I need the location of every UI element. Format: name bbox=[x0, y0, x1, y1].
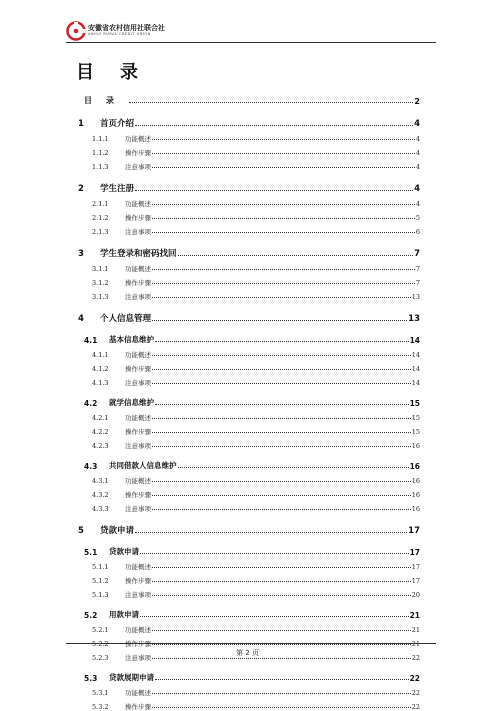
toc-entry-number: 5.2.1 bbox=[92, 626, 109, 634]
toc-entry-number: 5.2 bbox=[84, 611, 98, 620]
toc-entry[interactable] bbox=[78, 359, 420, 373]
toc-entry-number: 4.2.2 bbox=[92, 428, 109, 436]
toc-entry-page: 4 bbox=[415, 149, 420, 157]
toc-entry-page: 14 bbox=[411, 379, 420, 387]
toc-entry-page: 16 bbox=[411, 505, 420, 513]
toc-entry-label: 操作步骤 bbox=[125, 640, 151, 648]
toc-entry[interactable] bbox=[78, 109, 420, 129]
toc-entry-label: 用款申请 bbox=[109, 610, 139, 619]
org-name-en: ANHUI RURAL CREDIT UNION bbox=[88, 32, 151, 36]
toc-entry-page: 17 bbox=[409, 548, 420, 557]
toc-entry[interactable] bbox=[78, 471, 420, 485]
toc-entry-number: 5 bbox=[78, 526, 84, 536]
toc-entry-number: 5.1.3 bbox=[92, 591, 109, 599]
toc-entry-label: 功能概述 bbox=[125, 200, 151, 208]
toc-leader-dots bbox=[178, 255, 414, 256]
toc-leader-dots bbox=[152, 232, 415, 233]
toc-entry-number: 4.1 bbox=[84, 336, 98, 345]
toc-entry-number: 3.1.3 bbox=[92, 293, 109, 301]
toc-leader-dots bbox=[140, 553, 409, 554]
toc-leader-dots bbox=[152, 204, 415, 205]
toc-entry-label: 操作步骤 bbox=[125, 428, 151, 436]
toc-entry-label: 操作步骤 bbox=[125, 703, 151, 711]
toc-entry-label: 操作步骤 bbox=[125, 214, 151, 222]
toc-entry[interactable] bbox=[78, 499, 420, 513]
toc-entry-label: 注意事项 bbox=[125, 505, 151, 513]
toc-entry-label: 功能概述 bbox=[125, 626, 151, 634]
toc-entry-label: 功能概述 bbox=[125, 477, 151, 485]
toc-entry-label: 功能概述 bbox=[125, 563, 151, 571]
toc-entry-label: 操作步骤 bbox=[125, 365, 151, 373]
toc-entry-page: 5 bbox=[415, 214, 420, 222]
toc-entry[interactable] bbox=[78, 516, 420, 536]
toc-entry-page: 4 bbox=[415, 163, 420, 171]
toc-entry[interactable] bbox=[78, 539, 420, 557]
toc-leader-dots bbox=[152, 567, 411, 568]
toc-entry-number: 4.2.1 bbox=[92, 414, 109, 422]
toc-entry[interactable] bbox=[78, 585, 420, 599]
toc-entry[interactable] bbox=[78, 436, 420, 450]
toc-entry[interactable] bbox=[78, 327, 420, 345]
toc-entry[interactable] bbox=[78, 620, 420, 634]
toc-entry-label: 注意事项 bbox=[125, 228, 151, 236]
toc-leader-dots bbox=[152, 658, 411, 659]
toc-entry[interactable] bbox=[78, 304, 420, 324]
toc-entry[interactable] bbox=[78, 602, 420, 620]
toc-entry[interactable] bbox=[78, 208, 420, 222]
toc-entry-number: 5.1 bbox=[84, 548, 98, 557]
toc-entry[interactable] bbox=[78, 345, 420, 359]
toc-entry-label: 共同借款人信息维护 bbox=[109, 461, 177, 470]
toc-entry-page: 21 bbox=[411, 626, 420, 634]
toc-entry-number: 5.2.2 bbox=[92, 640, 109, 648]
toc-entry-number: 5.3.2 bbox=[92, 703, 109, 711]
table-of-contents bbox=[78, 89, 420, 711]
toc-entry-number: 4.1.2 bbox=[92, 365, 109, 373]
toc-entry-page: 17 bbox=[408, 526, 420, 536]
toc-entry-label: 贷款申请 bbox=[109, 547, 139, 556]
toc-entry-page: 14 bbox=[411, 351, 420, 359]
toc-entry-number: 2 bbox=[78, 184, 84, 194]
toc-entry-page: 4 bbox=[415, 135, 420, 143]
toc-leader-dots bbox=[152, 581, 411, 582]
toc-leader-dots bbox=[152, 369, 411, 370]
toc-leader-dots bbox=[152, 139, 415, 140]
toc-leader-dots bbox=[135, 125, 413, 126]
toc-entry-page: 22 bbox=[411, 654, 420, 662]
toc-leader-dots bbox=[152, 153, 415, 154]
toc-entry[interactable] bbox=[78, 408, 420, 422]
toc-entry-page: 16 bbox=[409, 462, 420, 471]
toc-entry-label: 个人信息管理 bbox=[100, 314, 152, 324]
toc-entry[interactable] bbox=[78, 129, 420, 143]
toc-entry-label: 注意事项 bbox=[125, 591, 151, 599]
toc-entry-page: 7 bbox=[415, 265, 420, 273]
toc-leader-dots bbox=[135, 190, 413, 191]
toc-entry-label: 学生登录和密码找回 bbox=[100, 249, 177, 259]
toc-leader-dots bbox=[152, 509, 411, 510]
toc-entry[interactable] bbox=[78, 665, 420, 683]
toc-entry[interactable] bbox=[78, 157, 420, 171]
toc-entry-number: 5.2.3 bbox=[92, 654, 109, 662]
toc-entry-page: 2 bbox=[414, 97, 420, 106]
toc-leader-dots bbox=[152, 383, 411, 384]
toc-entry-page: 22 bbox=[411, 703, 420, 711]
toc-entry-label: 功能概述 bbox=[125, 414, 151, 422]
toc-entry[interactable] bbox=[78, 287, 420, 301]
toc-entry[interactable] bbox=[78, 557, 420, 571]
toc-entry[interactable] bbox=[78, 89, 420, 106]
toc-entry-page: 4 bbox=[414, 119, 420, 129]
toc-entry-label: 操作步骤 bbox=[125, 149, 151, 157]
toc-entry-label: 操作步骤 bbox=[125, 577, 151, 585]
toc-entry-label: 功能概述 bbox=[125, 135, 151, 143]
toc-leader-dots bbox=[152, 446, 411, 447]
toc-entry-label: 首页介绍 bbox=[100, 119, 135, 129]
toc-entry-page: 14 bbox=[409, 336, 420, 345]
toc-entry[interactable] bbox=[78, 239, 420, 259]
toc-entry-number: 5.1.2 bbox=[92, 577, 109, 585]
toc-entry[interactable] bbox=[78, 222, 420, 236]
toc-entry-number: 4.1.3 bbox=[92, 379, 109, 387]
toc-entry-label: 操作步骤 bbox=[125, 279, 151, 287]
toc-entry-number: 5.3 bbox=[84, 674, 98, 683]
footer-divider bbox=[66, 643, 436, 644]
toc-entry-number: 2.1.1 bbox=[92, 200, 109, 208]
toc-entry[interactable] bbox=[78, 143, 420, 157]
toc-leader-dots bbox=[155, 341, 409, 342]
toc-entry-label: 注意事项 bbox=[125, 442, 151, 450]
toc-leader-dots bbox=[152, 320, 407, 321]
toc-entry-page: 16 bbox=[411, 477, 420, 485]
toc-entry-label: 注意事项 bbox=[125, 379, 151, 387]
toc-entry-label: 功能概述 bbox=[125, 351, 151, 359]
toc-entry[interactable] bbox=[78, 373, 420, 387]
toc-entry-number: 4.1.1 bbox=[92, 351, 109, 359]
toc-entry[interactable] bbox=[78, 453, 420, 471]
toc-entry-number: 4 bbox=[78, 314, 84, 324]
toc-entry-number: 1.1.2 bbox=[92, 149, 109, 157]
toc-entry-label: 功能概述 bbox=[125, 689, 151, 697]
toc-entry-page: 22 bbox=[411, 689, 420, 697]
toc-entry[interactable] bbox=[78, 697, 420, 711]
toc-entry-page: 7 bbox=[414, 249, 420, 259]
toc-entry-label: 注意事项 bbox=[125, 293, 151, 301]
toc-leader-dots bbox=[129, 102, 413, 103]
toc-entry-number: 2.1.2 bbox=[92, 214, 109, 222]
toc-entry-page: 15 bbox=[411, 414, 420, 422]
toc-entry-page: 21 bbox=[409, 611, 420, 620]
toc-entry-page: 7 bbox=[415, 279, 420, 287]
toc-entry-number: 1 bbox=[78, 119, 84, 129]
toc-entry-page: 17 bbox=[411, 577, 420, 585]
bank-logo-icon bbox=[66, 21, 86, 41]
toc-entry-number: 4.2.3 bbox=[92, 442, 109, 450]
toc-entry-label: 注意事项 bbox=[125, 163, 151, 171]
toc-entry-page: 13 bbox=[411, 293, 420, 301]
toc-leader-dots bbox=[152, 481, 411, 482]
toc-entry-label: 贷款申请 bbox=[100, 526, 135, 536]
toc-entry-number: 3 bbox=[78, 249, 84, 259]
toc-leader-dots bbox=[152, 297, 411, 298]
toc-leader-dots bbox=[152, 167, 415, 168]
toc-leader-dots bbox=[152, 355, 411, 356]
toc-entry-number: 4.3 bbox=[84, 462, 98, 471]
toc-entry-page: 17 bbox=[411, 563, 420, 571]
toc-entry-label: 目录 bbox=[84, 96, 128, 105]
toc-entry-number: 5.1.1 bbox=[92, 563, 109, 571]
toc-entry[interactable] bbox=[78, 634, 420, 648]
page-header bbox=[66, 21, 436, 41]
toc-entry-number: 4.3.2 bbox=[92, 491, 109, 499]
toc-entry-page: 15 bbox=[409, 399, 420, 408]
toc-entry-number: 4.2 bbox=[84, 399, 98, 408]
toc-entry-number: 4.3.3 bbox=[92, 505, 109, 513]
toc-leader-dots bbox=[178, 467, 409, 468]
toc-leader-dots bbox=[135, 532, 407, 533]
toc-entry-number: 3.1.2 bbox=[92, 279, 109, 287]
toc-leader-dots bbox=[155, 404, 409, 405]
toc-entry[interactable] bbox=[78, 259, 420, 273]
toc-leader-dots bbox=[152, 495, 411, 496]
toc-leader-dots bbox=[152, 595, 411, 596]
toc-leader-dots bbox=[152, 693, 411, 694]
toc-leader-dots bbox=[152, 644, 411, 645]
toc-leader-dots bbox=[152, 432, 411, 433]
toc-entry[interactable] bbox=[78, 571, 420, 585]
toc-entry-number: 2.1.3 bbox=[92, 228, 109, 236]
toc-entry-label: 操作步骤 bbox=[125, 491, 151, 499]
toc-entry[interactable] bbox=[78, 683, 420, 697]
toc-entry-number: 4.3.1 bbox=[92, 477, 109, 485]
toc-entry-number: 1.1.3 bbox=[92, 163, 109, 171]
toc-entry-page: 20 bbox=[411, 591, 420, 599]
toc-leader-dots bbox=[152, 707, 411, 708]
toc-entry-label: 基本信息维护 bbox=[109, 335, 154, 344]
page-number: 第 2 页 bbox=[236, 649, 259, 657]
toc-entry-number: 1.1.1 bbox=[92, 135, 109, 143]
org-name-cn: 安徽省农村信用社联合社 bbox=[88, 24, 165, 32]
toc-leader-dots bbox=[152, 630, 411, 631]
toc-entry-label: 注意事项 bbox=[125, 654, 151, 662]
toc-leader-dots bbox=[140, 616, 409, 617]
toc-leader-dots bbox=[152, 218, 415, 219]
toc-entry-label: 贷款展期申请 bbox=[109, 673, 154, 682]
toc-entry-page: 13 bbox=[408, 314, 420, 324]
toc-entry[interactable] bbox=[78, 174, 420, 194]
toc-entry[interactable] bbox=[78, 422, 420, 436]
toc-entry-label: 就学信息维护 bbox=[109, 398, 154, 407]
toc-leader-dots bbox=[152, 269, 415, 270]
toc-leader-dots bbox=[152, 283, 415, 284]
toc-entry-page: 4 bbox=[415, 200, 420, 208]
toc-entry[interactable] bbox=[78, 485, 420, 499]
toc-entry-number: 5.3.1 bbox=[92, 689, 109, 697]
toc-entry-page: 6 bbox=[415, 228, 420, 236]
toc-entry-label: 功能概述 bbox=[125, 265, 151, 273]
header-divider bbox=[66, 42, 436, 43]
toc-leader-dots bbox=[155, 679, 409, 680]
toc-entry-page: 16 bbox=[411, 442, 420, 450]
toc-entry-page: 22 bbox=[409, 674, 420, 683]
toc-entry[interactable] bbox=[78, 273, 420, 287]
toc-entry-page: 4 bbox=[414, 184, 420, 194]
toc-entry-page: 14 bbox=[411, 365, 420, 373]
toc-entry-number: 3.1.1 bbox=[92, 265, 109, 273]
toc-entry-page: 16 bbox=[411, 491, 420, 499]
toc-leader-dots bbox=[152, 418, 411, 419]
toc-entry[interactable] bbox=[78, 390, 420, 408]
toc-entry-page: 21 bbox=[411, 640, 420, 648]
page-title: 目录 bbox=[76, 62, 164, 83]
toc-entry-page: 15 bbox=[411, 428, 420, 436]
toc-entry-label: 学生注册 bbox=[100, 184, 135, 194]
toc-entry[interactable] bbox=[78, 194, 420, 208]
